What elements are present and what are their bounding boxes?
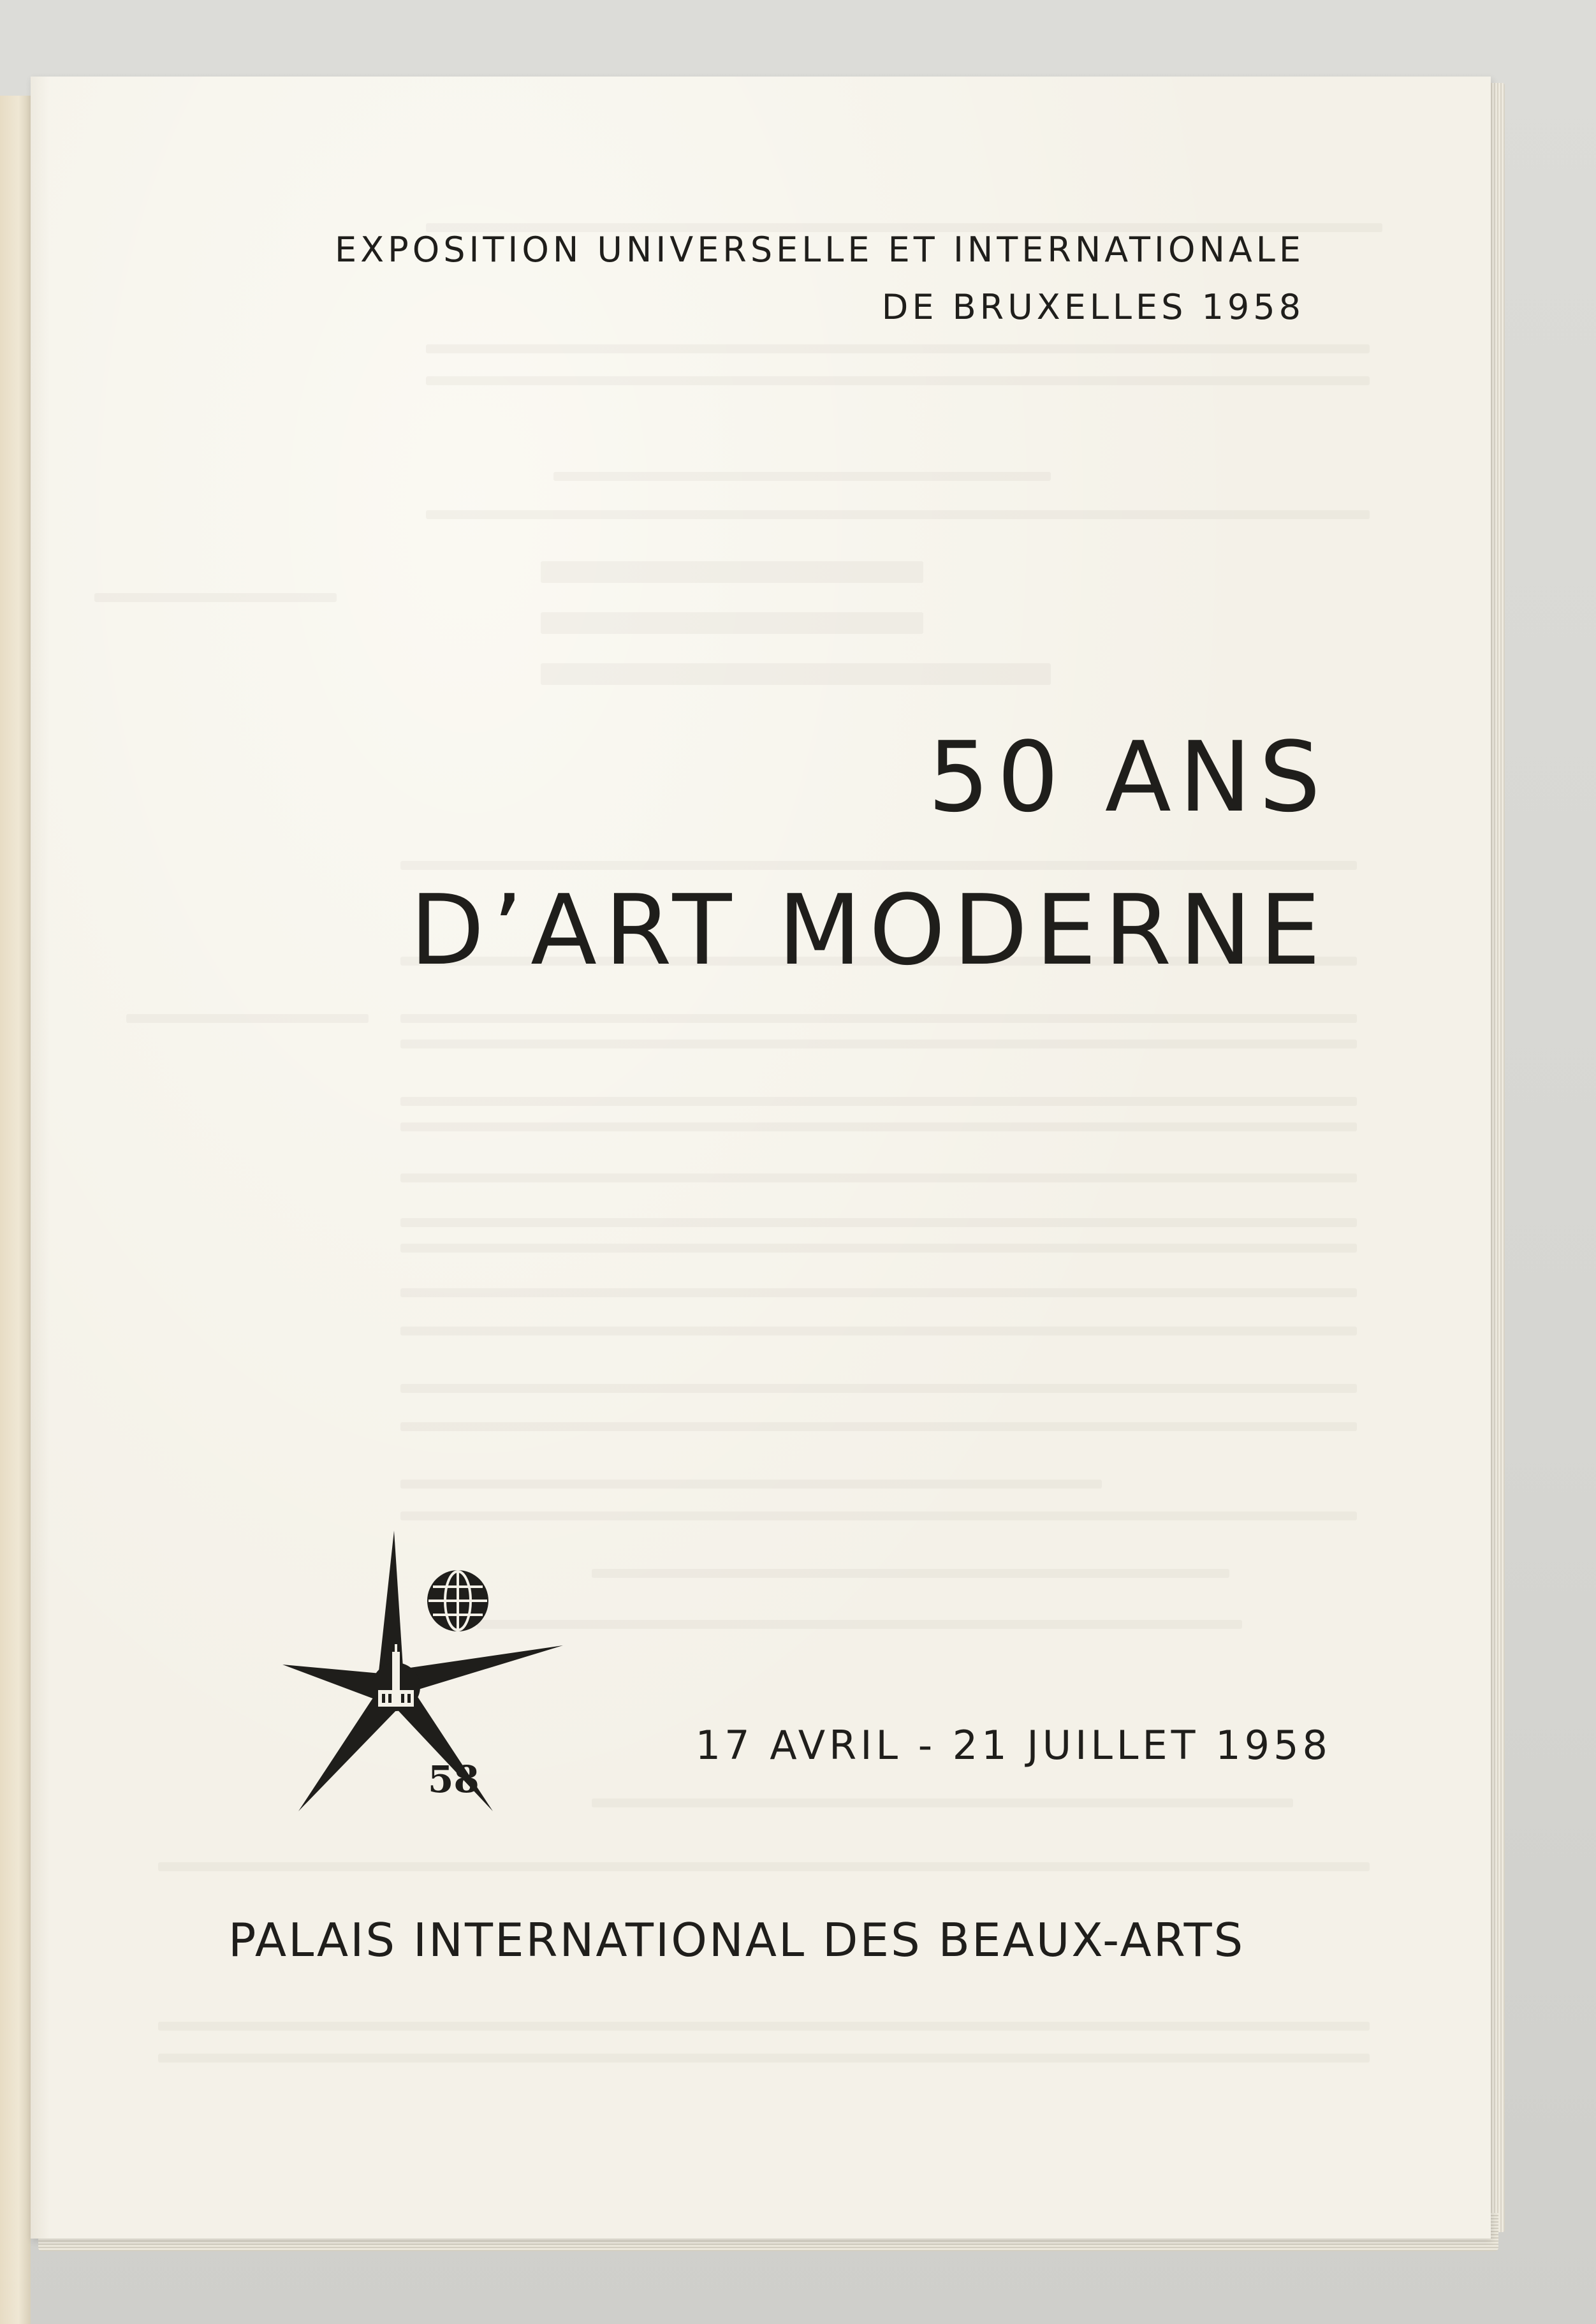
exposition-title-line-2: DE BRUXELLES 1958 — [881, 287, 1305, 327]
catalogue-title-page — [31, 77, 1491, 2239]
venue-name: PALAIS INTERNATIONAL DES BEAUX-ARTS — [228, 1913, 1245, 1967]
logo-58-label: 58 — [428, 1758, 480, 1801]
exposition-title-line-1: EXPOSITION UNIVERSELLE ET INTERNATIONALE — [335, 230, 1305, 270]
catalogue-title-line-1: 50 ANS — [928, 721, 1328, 834]
catalogue-title-line-2: D’ART MODERNE — [409, 874, 1328, 987]
exhibition-dates: 17 AVRIL - 21 JUILLET 1958 — [695, 1722, 1331, 1769]
previous-page-edge — [0, 96, 31, 2324]
expo-58-star-logo-icon — [282, 1531, 582, 1824]
